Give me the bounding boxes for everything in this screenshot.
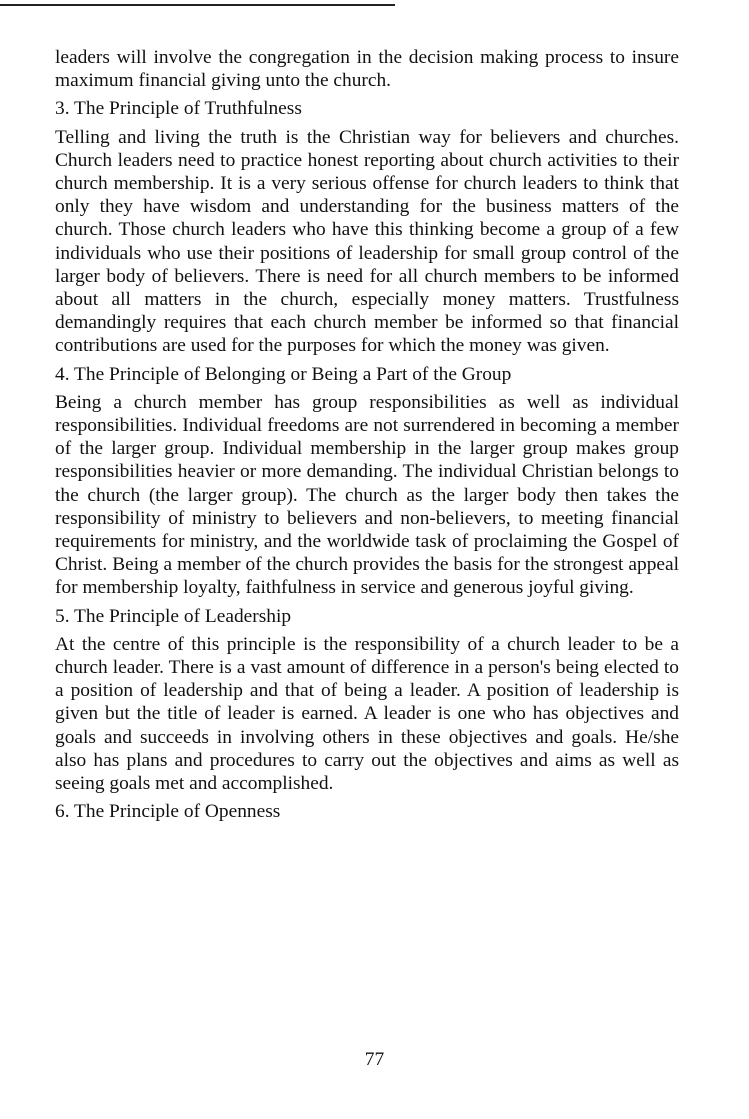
section-heading-leadership: 5. The Principle of Leadership [55,605,292,627]
section-body-leadership: At the centre of this principle is the responsibility of a church leader to be a church leader. There is a vast amount of difference in a person's being elected to a position of leadership and that of being a leader. A position of leadership is given but the title of leader is earned. A leader is one who has objectives and goals and succeeds in involving others in these objectives and goals. He/she also has plans and procedures to carry out the objectives and aims as well as seeing goals met and accomplished. [55,633,679,795]
page-body [55,46,679,829]
section-body-belonging: Being a church member has group responsibilities as well as individual responsibilities. Individual freedoms are not surrendered in becoming a member of the larger group. Individual membership in the larger group makes group responsibilities heavier or more demanding. The individual Christian belongs to the church (the larger group). The church as the larger body then takes the responsibility of ministry to believers and non-believers, to meeting financial requirements for ministry, and the worldwide task of proclaiming the Gospel of Christ. Being a member of the church provides the basis for the strongest appeal for membership loyalty, faithfulness in service and generous joyful giving. [55,391,679,599]
section-heading-truthfulness: 3. The Principle of Truthfulness [55,98,302,120]
section-heading-belonging: 4. The Principle of Belonging or Being a Part of the Group [55,363,512,385]
section-heading-openness: 6. The Principle of Openness [55,801,281,823]
intro-paragraph: leaders will involve the congregation in the decision making process to insure maximum financial giving unto the church. [55,47,679,92]
page-number: 77 [364,1049,385,1070]
top-border-line [0,4,395,6]
section-body-truthfulness: Telling and living the truth is the Christian way for believers and churches. Church leaders need to practice honest reporting about church activities to their church membership. It is a very serious offense for church leaders to think that only they have wisdom and understanding for the business matters of the church. Those church leaders who have this thinking become a group of a few individuals who use their positions of leadership for small group control of the larger body of believers. There is need for all church members to be informed about all matters in the church, especially money matters. Trustfulness demandingly requires that each church member be informed so that financial contributions are used for the purposes for which the money was given. [55,126,679,357]
